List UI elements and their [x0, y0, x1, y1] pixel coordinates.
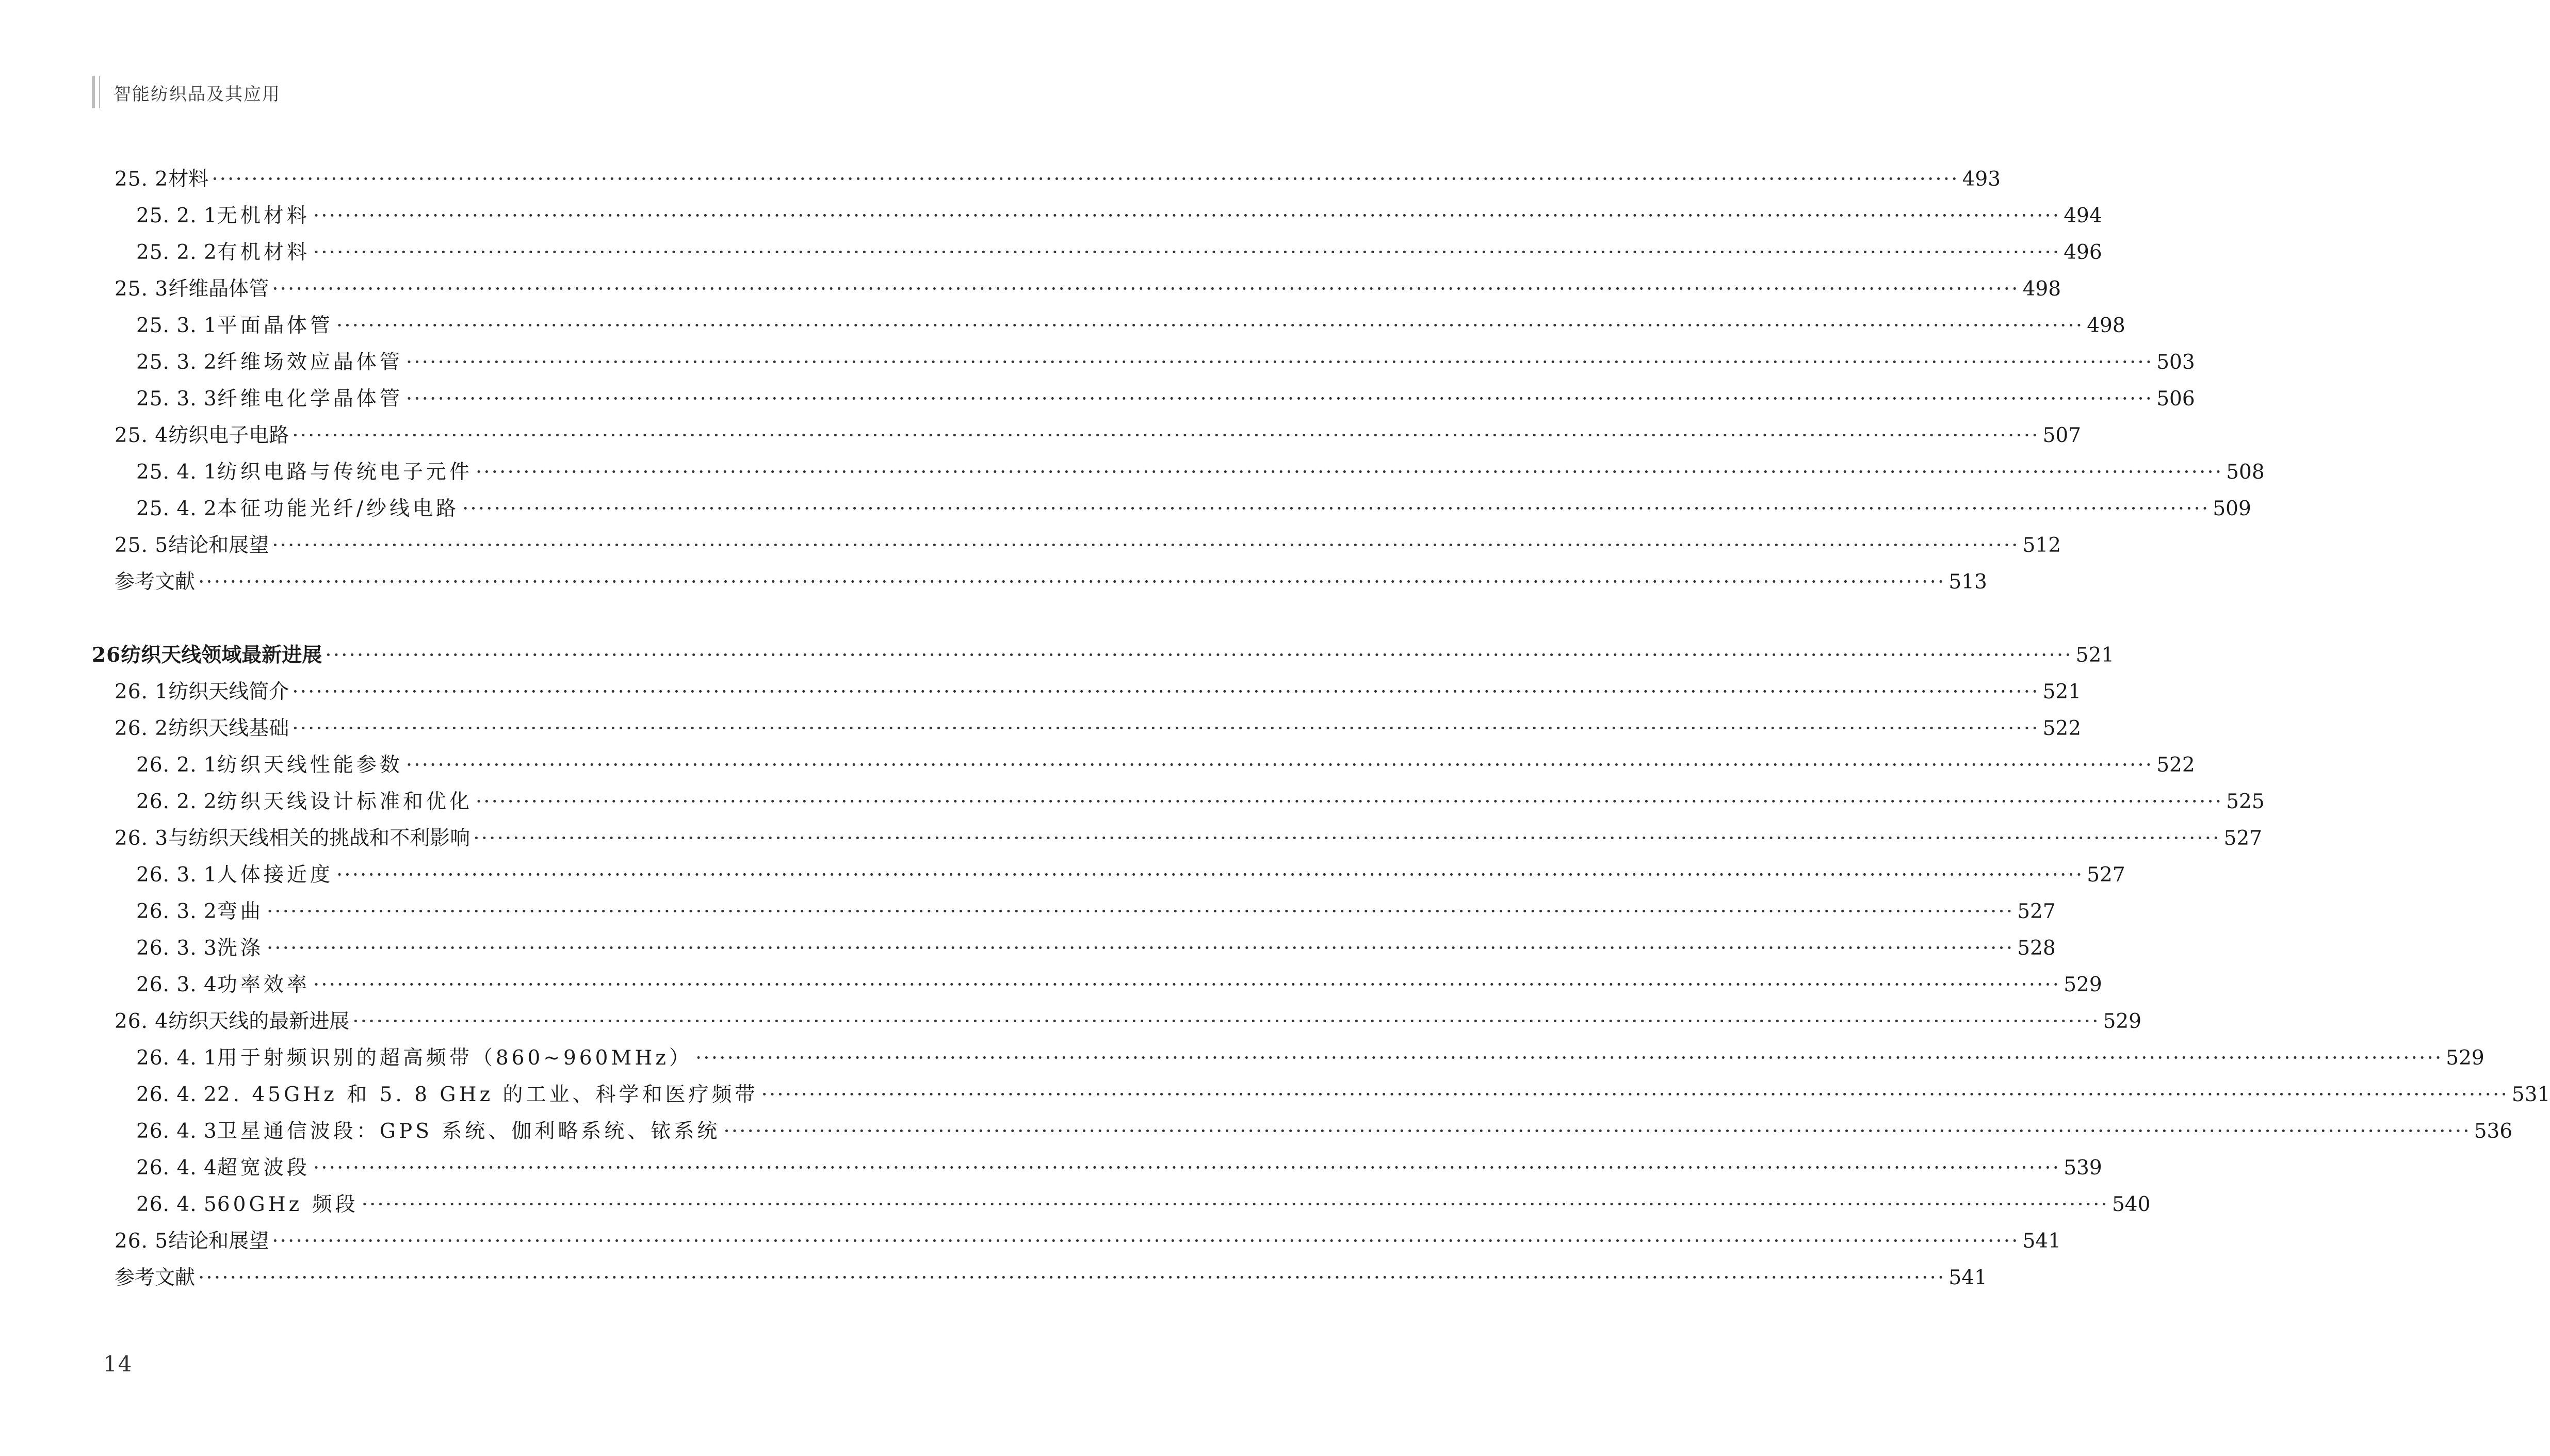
toc-entry-page: 494 [2064, 204, 2102, 227]
toc-entry-number: 26. 2 [115, 717, 169, 740]
toc-entry-number: 26 [92, 643, 121, 667]
toc-leader-dots: ···························································································································································································································· [313, 204, 2061, 227]
toc-entry-title: 功率效率 [217, 973, 310, 996]
toc-entry-page: 540 [2112, 1193, 2151, 1216]
toc-entry-title: 纤维晶体管 [168, 277, 269, 301]
page-number: 14 [103, 1351, 133, 1377]
toc-entry[interactable] [0, 456, 2265, 485]
toc-entry-number: 25. 3 [115, 277, 169, 301]
toc-entry-title: 本征功能光纤/纱线电路 [217, 497, 459, 520]
toc-entry-page: 541 [2022, 1230, 2061, 1253]
toc-entry-number: 26. 3 [115, 827, 169, 850]
toc-leader-dots: ···························································································································································································································· [313, 973, 2061, 996]
toc-leader-dots: ···························································································································································································································· [266, 937, 2015, 960]
toc-entry-title: 用于射频识别的超高频带（860~960MHz） [217, 1046, 692, 1070]
toc-entry-title: 纺织天线领域最新进展 [121, 643, 322, 667]
toc-entry-number: 26. 5 [115, 1230, 169, 1253]
toc-entry-number: 26. 4. 3 [136, 1120, 217, 1143]
toc-entry[interactable] [0, 346, 2195, 375]
toc-entry[interactable] [0, 1115, 2513, 1144]
toc-entry-page: 503 [2156, 351, 2195, 374]
toc-leader-dots: ···························································································································································································································· [473, 827, 2221, 850]
toc-entry[interactable] [0, 1005, 2142, 1034]
toc-entry[interactable] [0, 529, 2061, 558]
toc-entry-page: 536 [2474, 1120, 2513, 1143]
toc-entry-page: 539 [2064, 1156, 2102, 1180]
toc-entry[interactable] [0, 822, 2263, 851]
toc-entry[interactable] [0, 236, 2102, 265]
toc-leader-dots: ···························································································································································································································· [266, 900, 2015, 923]
toc-entry-number: 26. 1 [115, 680, 169, 704]
toc-entry-title: 参考文献 [115, 1266, 196, 1289]
toc-entry-page: 527 [2087, 863, 2125, 887]
toc-entry[interactable] [0, 895, 2056, 924]
toc-entry-page: 521 [2042, 680, 2082, 704]
toc-entry-number: 26. 2. 1 [136, 754, 217, 777]
toc-entry[interactable] [0, 1225, 2061, 1254]
running-header [92, 76, 281, 108]
toc-entry[interactable] [0, 1188, 2151, 1217]
toc-leader-dots: ···························································································································································································································· [475, 461, 2223, 484]
toc-entry-title: 平面晶体管 [217, 314, 333, 337]
toc-entry-title: 参考文献 [115, 570, 196, 594]
toc-entry-page: 528 [2017, 937, 2056, 960]
toc-leader-dots: ···························································································································································································································· [292, 680, 2040, 704]
toc-entry[interactable] [0, 1078, 2550, 1107]
toc-entry-title: 与纺织天线相关的挑战和不利影响 [168, 827, 470, 850]
toc-entry[interactable] [0, 676, 2082, 705]
toc-entry-number: 26. 4. 4 [136, 1156, 217, 1180]
book-title: 智能纺织品及其应用 [113, 84, 281, 105]
toc-entry-number: 26. 3. 4 [136, 973, 217, 996]
header-bar-thin [99, 76, 100, 108]
toc-entry-number: 25. 5 [115, 534, 169, 557]
toc-entry-page: 522 [2156, 754, 2195, 777]
toc-entry[interactable] [0, 859, 2125, 888]
toc-entry-number: 26. 4 [115, 1010, 169, 1033]
toc-leader-dots: ···························································································································································································································· [462, 497, 2210, 520]
toc-entry-page: 496 [2064, 241, 2102, 264]
toc-entry-page: 493 [1962, 168, 2001, 191]
toc-entry-title: 纺织天线性能参数 [217, 754, 403, 777]
toc-entry-page: 498 [2022, 277, 2061, 301]
toc-entry-number: 25. 2. 1 [136, 204, 217, 227]
toc-entry-number: 25. 4. 2 [136, 497, 217, 520]
toc-leader-dots: ···························································································································································································································· [361, 1193, 2109, 1216]
toc-entry-number: 26. 3. 3 [136, 937, 217, 960]
toc-entry-number: 25. 3. 2 [136, 351, 217, 374]
toc-entry-title: 纺织天线基础 [168, 717, 289, 740]
toc-entry[interactable] [0, 932, 2056, 961]
toc-leader-dots: ···························································································································································································································· [352, 1010, 2100, 1033]
toc-leader-dots: ···························································································································································································································· [695, 1046, 2443, 1070]
toc-entry-title: 结论和展望 [168, 534, 269, 557]
toc-entry-page: 521 [2075, 644, 2115, 667]
toc-entry[interactable] [0, 969, 2102, 997]
toc-entry-number: 26. 4. 2 [136, 1083, 217, 1106]
toc-entry[interactable] [0, 163, 2001, 192]
toc-entry-title: 弯曲 [217, 900, 264, 923]
toc-entry-page: 529 [2064, 973, 2102, 996]
toc-entry-page: 507 [2042, 424, 2082, 447]
header-bar-thick [92, 76, 95, 108]
toc-entry[interactable] [0, 273, 2061, 302]
toc-entry[interactable] [0, 639, 2115, 668]
toc-entry-number: 25. 3. 1 [136, 314, 217, 337]
toc-leader-dots: ···························································································································································································································· [475, 790, 2223, 813]
toc-leader-dots: ···························································································································································································································· [198, 570, 1946, 594]
toc-entry-page: 529 [2446, 1046, 2484, 1070]
toc-leader-dots: ···························································································································································································································· [272, 534, 2020, 557]
toc-entry[interactable] [0, 309, 2125, 338]
toc-entry[interactable] [0, 200, 2102, 228]
toc-entry-title: 2. 45GHz 和 5. 8 GHz 的工业、科学和医疗频带 [217, 1083, 758, 1106]
toc-entry-title: 超宽波段 [217, 1156, 310, 1180]
toc-entry[interactable] [0, 419, 2082, 448]
toc-entry-number: 25. 3. 3 [136, 387, 217, 411]
toc-entry-number: 25. 4 [115, 424, 169, 447]
toc-entry-number: 25. 4. 1 [136, 461, 217, 484]
toc-entry[interactable] [0, 1152, 2102, 1181]
toc-entry[interactable] [0, 749, 2195, 778]
toc-entry-number: 26. 3. 1 [136, 863, 217, 887]
toc-entry[interactable] [0, 786, 2265, 814]
toc-entry-title: 纺织电路与传统电子元件 [217, 461, 473, 484]
toc-entry-page: 498 [2087, 314, 2125, 337]
toc-entry[interactable] [0, 1042, 2484, 1071]
toc-entry-title: 材料 [168, 168, 209, 191]
toc-entry-page: 531 [2511, 1083, 2550, 1106]
toc-entry-page: 512 [2022, 534, 2061, 557]
toc-entry-page: 509 [2213, 497, 2251, 520]
toc-leader-dots: ···························································································································································································································· [405, 351, 2154, 374]
toc-leader-dots: ···························································································································································································································· [723, 1120, 2471, 1143]
toc-entry-title: 纺织天线设计标准和优化 [217, 790, 473, 813]
toc-entry-title: 无机材料 [217, 204, 310, 227]
toc-entry-page: 522 [2042, 717, 2082, 740]
toc-entry-title: 人体接近度 [217, 863, 333, 887]
toc-leader-dots: ···························································································································································································································· [336, 314, 2084, 337]
toc-entry-title: 有机材料 [217, 241, 310, 264]
toc-entry-title: 纺织电子电路 [168, 424, 289, 447]
toc-leader-dots: ···························································································································································································································· [313, 1156, 2061, 1180]
toc-entry[interactable] [0, 566, 1987, 595]
toc-entry-title: 纺织天线的最新进展 [168, 1010, 350, 1033]
toc-leader-dots: ···························································································································································································································· [198, 1266, 1946, 1289]
toc-entry[interactable] [0, 493, 2251, 521]
toc-entry-page: 513 [1948, 570, 1987, 594]
toc-entry-page: 508 [2226, 461, 2265, 484]
toc-entry[interactable] [0, 712, 2082, 741]
toc-entry-title: 纤维场效应晶体管 [217, 351, 403, 374]
toc-leader-dots: ···························································································································································································································· [212, 168, 1959, 191]
toc-entry-number: 26. 4. 1 [136, 1046, 217, 1070]
toc-leader-dots: ···························································································································································································································· [313, 241, 2061, 264]
toc-entry-page: 529 [2103, 1010, 2142, 1033]
toc-entry-page: 527 [2223, 827, 2263, 850]
toc-leader-dots: ···························································································································································································································· [405, 754, 2154, 777]
toc-leader-dots: ···························································································································································································································· [272, 1230, 2020, 1253]
toc-entry-title: 洗涤 [217, 937, 264, 960]
toc-leader-dots: ···························································································································································································································· [761, 1083, 2509, 1106]
toc-leader-dots: ···························································································································································································································· [336, 863, 2084, 887]
toc-entry-title: 结论和展望 [168, 1230, 269, 1253]
toc-leader-dots: ···························································································································································································································· [325, 644, 2073, 667]
toc-entry-page: 541 [1948, 1266, 1987, 1289]
toc-entry-title: 纺织天线简介 [168, 680, 289, 704]
toc-leader-dots: ···························································································································································································································· [292, 424, 2040, 447]
toc-entry-number: 26. 4. 5 [136, 1193, 217, 1216]
toc-entry-title: 60GHz 频段 [217, 1193, 359, 1216]
toc-leader-dots: ···························································································································································································································· [272, 277, 2020, 301]
toc-entry[interactable] [0, 383, 2195, 412]
toc-entry-number: 25. 2 [115, 168, 169, 191]
toc-entry-number: 25. 2. 2 [136, 241, 217, 264]
toc-entry-number: 26. 3. 2 [136, 900, 217, 923]
toc-entry-page: 525 [2226, 790, 2265, 813]
toc-entry-title: 纤维电化学晶体管 [217, 387, 403, 411]
toc-entry-title: 卫星通信波段：GPS 系统、伽利略系统、铱系统 [217, 1120, 721, 1143]
toc-leader-dots: ···························································································································································································································· [405, 387, 2154, 411]
toc-entry-page: 506 [2156, 387, 2195, 411]
toc-entry-page: 527 [2017, 900, 2056, 923]
toc-entry-number: 26. 2. 2 [136, 790, 217, 813]
toc-leader-dots: ···························································································································································································································· [292, 717, 2040, 740]
toc-entry[interactable] [0, 1262, 1987, 1290]
